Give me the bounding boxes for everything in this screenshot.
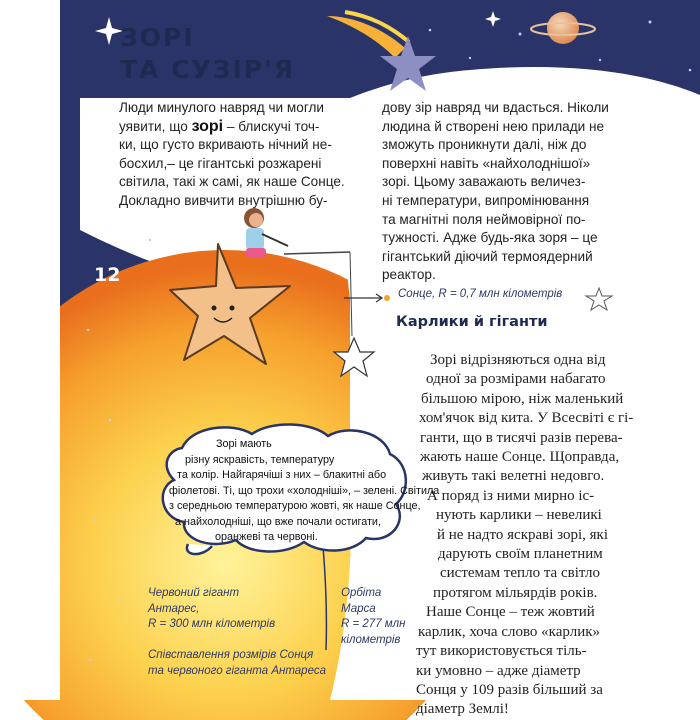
intro-left-column — [119, 99, 369, 211]
text-line: Сонця у 109 разів більший за — [416, 681, 603, 698]
intro-right-column — [382, 99, 627, 285]
text-line: зорі. Цьому заважають величез- — [382, 174, 586, 190]
text-line: одної за розмірами набагато — [426, 371, 606, 388]
text-line: Докладно вивчити внутрішню бу- — [119, 192, 328, 208]
label-line: Антарес, — [148, 602, 200, 615]
caption-line: та червоного гіганта Антареса — [148, 664, 326, 677]
ringed-planet-icon — [528, 4, 598, 54]
sun-size-label: Сонце, R = 0,7 млн кілометрів — [398, 288, 563, 300]
text-line: гігантський діючий термоядерний — [382, 248, 593, 264]
text-line: нують карлики – невеликі — [436, 507, 602, 524]
text-line: дарують своїм планетним — [438, 546, 603, 563]
text-fragment: уявити, що — [119, 118, 188, 134]
text-line: й не надто яскраві зорі, які — [437, 526, 608, 543]
text-line: ганти, що в тисячі разів перева- — [420, 429, 623, 446]
text-line: ні температури, випромінювання — [382, 192, 590, 208]
text-line: зможуть проникнути далі, ніж до — [382, 137, 587, 153]
text-line: тут використовується тіль- — [416, 643, 587, 660]
purple-star-icon — [378, 34, 438, 94]
text-line: дову зір навряд чи вдасться. Ніколи — [382, 100, 609, 115]
text-line: А поряд із ними мирно іс- — [427, 487, 595, 504]
small-sparkle-icon — [484, 10, 502, 28]
text-line: тужності. Адже будь-яка зоря – це — [382, 230, 598, 246]
text-line: світила, такі ж самі, як наше Сонце. — [119, 174, 345, 190]
caption-line: Співставлення розмірів Сонця — [148, 649, 314, 661]
page-title-line1: ЗОРІ — [120, 23, 195, 52]
text-fragment: – блискучі точ- — [226, 118, 320, 134]
label-line: Орбіта — [341, 587, 382, 599]
text-line: системам тепло та світло — [440, 565, 601, 582]
page-number: 12 — [94, 264, 121, 286]
text-line: Зорі відрізняються одна від — [430, 352, 606, 368]
bubble-line: та колір. Найгарячіші з них – блакитні або — [177, 469, 387, 481]
mars-orbit-label — [341, 586, 406, 648]
bubble-line: Зорі мають — [216, 438, 272, 450]
bubble-text — [0, 437, 700, 546]
label-line: кілометрів — [341, 633, 401, 646]
label-line: Червоний гігант — [148, 587, 240, 599]
antares-label — [148, 586, 275, 633]
text-line: ки, що густо вкривають нічний не- — [119, 137, 332, 153]
text-line: Наше Сонце – теж жовтий — [426, 604, 595, 621]
text-line: та магнітні поля неймовірної по- — [382, 211, 586, 227]
text-line: ки умовно – адже діаметр — [416, 662, 581, 679]
text-line: людина й створені нею прилади не — [382, 118, 605, 134]
label-line: R = 277 млн — [341, 618, 406, 630]
text-line: Люди минулого навряд чи могли — [119, 100, 325, 115]
text-line: діаметр Землі! — [416, 701, 509, 718]
bubble-line: різну яскравість, температуру — [185, 453, 335, 466]
label-line: Марса — [341, 602, 376, 615]
text-line: більшою мірою, ніж маленький — [421, 390, 624, 407]
text-line: протягом мільярдів років. — [433, 584, 598, 601]
text-line: реактор. — [382, 267, 436, 283]
text-line: поверхні навіть «найхолоднішої» — [382, 155, 591, 171]
keyword-zori: зорі — [191, 117, 224, 135]
bubble-line: а найхолодніші, що вже почали остигати, — [175, 515, 381, 528]
bubble-line: фіолетові. Ті, що трохи «холодніші», – зелені. Світила — [169, 484, 440, 497]
illustration-caption — [148, 648, 326, 679]
text-line: карлик, хоча слово «карлик» — [418, 623, 601, 640]
outline-star-icon — [584, 286, 614, 312]
text-line: жають наше Сонце. Щоправда, — [420, 449, 620, 466]
section-subheading: Карлики й гіганти — [396, 314, 548, 330]
text-line: хом'ячок від кита. У Всесвіті є гі- — [419, 410, 634, 427]
text-line — [119, 118, 369, 137]
text-line: живуть такі велетні недовго. — [422, 468, 605, 485]
text-line: босхил,– це гігантські розжарені — [119, 155, 322, 171]
bubble-line: оранжеві та червоні. — [215, 531, 318, 543]
bubble-line: з середньою температурою жовті, як наше Сонце, — [169, 500, 421, 512]
page-title-line2: ТА СУЗІР'Я — [120, 55, 296, 84]
label-line: R = 300 млн кілометрів — [148, 618, 276, 630]
